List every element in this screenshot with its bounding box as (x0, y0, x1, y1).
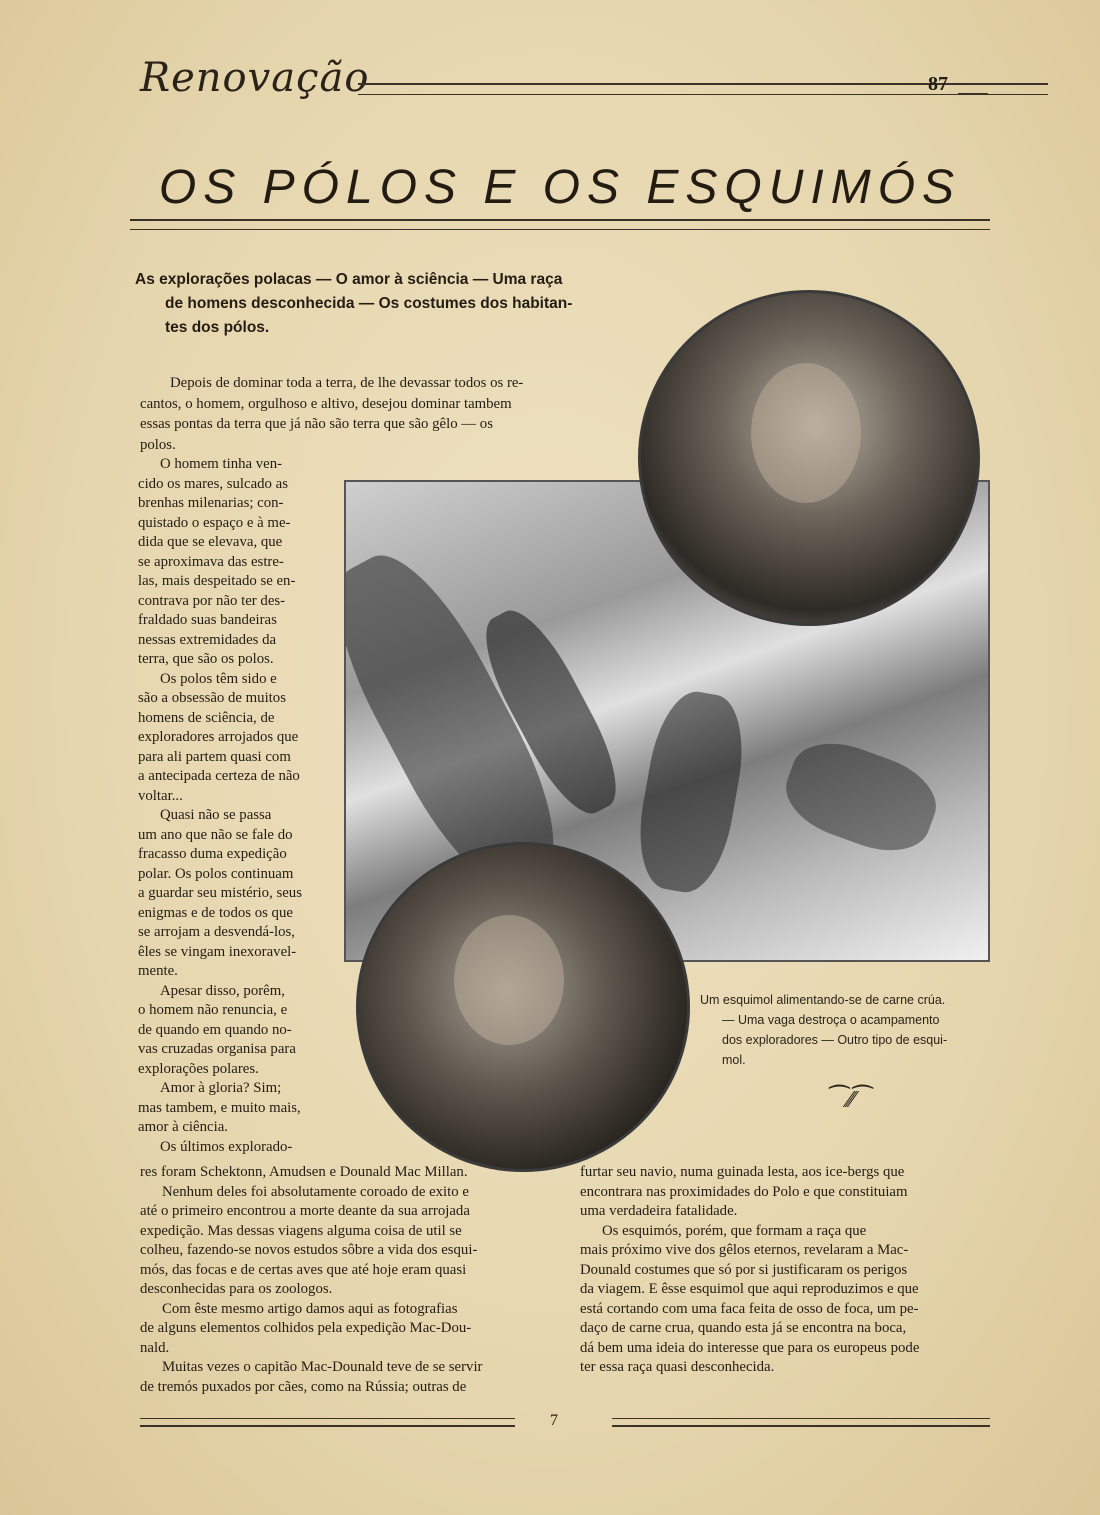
text-line: para ali partem quasi com (138, 748, 291, 765)
text-line: um ano que não se fale do (138, 826, 293, 843)
text-line: o homem não renuncia, e (138, 1002, 288, 1018)
caption-line: Um esquimol alimentando-se de carne crúa. (700, 993, 946, 1007)
text-line: fracasso duma expedição (138, 846, 287, 862)
text-line: O homem tinha ven- (160, 456, 283, 472)
text-line: nessas extremidades da (138, 631, 277, 648)
text-line: Apesar disso, porêm, (160, 982, 285, 999)
lede-line: tes dos pólos. (165, 319, 270, 336)
ornament-icon: ⁀⁄⁄⁄⁀ (829, 1087, 871, 1113)
lede-line: de homens desconhecida — Os costumes dos habitan- (165, 295, 573, 312)
text-line: vas cruzadas organisa para (138, 1041, 296, 1057)
footer-rule-left (140, 1418, 515, 1427)
text-line: res foram Schektonn, Amudsen e Dounald Mac Millan. (140, 1164, 468, 1180)
lede-line: As explorações polacas — O amor à sciência — Uma raça (135, 271, 563, 288)
text-line: expedição. Mas dessas viagens alguma coisa de util se (140, 1222, 462, 1239)
text-line: mente. (138, 963, 178, 979)
text-line: colheu, fazendo-se novos estudos sôbre a vida dos esqui- (140, 1242, 478, 1258)
text-line: homens de sciência, de (138, 709, 275, 726)
text-line: cido os mares, sulcado as (138, 475, 288, 492)
text-line: daço de carne crua, quando esta já se encontra na boca, (580, 1320, 907, 1336)
text-line: cantos, o homem, orgulhoso e altivo, desejou dominar tambem (140, 395, 512, 412)
text-line: se aproximava das estre- (138, 553, 284, 570)
text-line: explorações polares. (138, 1060, 259, 1077)
text-line: mós, das focas e de certas aves que até hoje eram quasi (140, 1261, 467, 1278)
text-line: exploradores arrojados que (138, 729, 299, 745)
page-number: 87 (928, 73, 948, 95)
article-title: OS PÓLOS E OS ESQUIMÓS (158, 161, 962, 214)
text-line: está cortando com uma faca feita de osso de foca, um pe- (580, 1300, 919, 1317)
text-line: Os polos têm sido e (160, 670, 277, 687)
photo-eskimo-eating (638, 290, 980, 626)
text-line: essas pontas da terra que já não são terra que são gêlo — os (140, 416, 493, 432)
intro-paragraph (140, 373, 608, 455)
text-line: ter essa raça quasi desconhecida. (580, 1359, 775, 1375)
bottom-left-column (140, 1163, 550, 1397)
text-line: polar. Os polos continuam (138, 865, 294, 882)
text-line: mas tambem, e muito mais, (138, 1099, 301, 1116)
text-line: Os últimos explorado- (160, 1138, 293, 1155)
text-line: até o primeiro encontrou a morte deante da sua arrojada (140, 1203, 470, 1219)
footer-rule-right (612, 1418, 990, 1427)
text-line: brenhas milenarias; con- (138, 495, 284, 511)
text-line: contrava por não ter des- (138, 592, 286, 609)
text-line: terra, que são os polos. (138, 651, 274, 667)
narrow-column (138, 455, 338, 1157)
caption-line: mol. (722, 1053, 746, 1067)
text-line: de alguns elementos colhidos pela expedição Mac-Dou- (140, 1320, 472, 1336)
text-line: voltar... (138, 787, 183, 804)
text-line: se arrojam a desvendá-los, (138, 924, 295, 940)
text-line: êles se vingam inexoravel- (138, 943, 297, 960)
text-line: dá bem uma ideia do interesse que para os europeus pode (580, 1339, 920, 1356)
text-line: nald. (140, 1339, 170, 1356)
text-line: Com êste mesmo artigo damos aqui as fotografias (162, 1300, 458, 1317)
text-line: amor à ciência. (138, 1119, 228, 1135)
text-line: polos. (140, 436, 176, 453)
text-line: Depois de dominar toda a terra, de lhe devassar todos os re- (170, 375, 524, 391)
text-line: de tremós puxados por cães, como na Rússia; outras de (140, 1378, 467, 1395)
header-rule-end (958, 83, 988, 94)
text-line: Dounald costumes que só por si justificaram os perigos (580, 1261, 908, 1278)
footer-page-number: 7 (550, 1412, 558, 1429)
bottom-right-column (580, 1163, 990, 1378)
text-line: Muitas vezes o capitão Mac-Dounald teve de se servir (162, 1359, 483, 1375)
title-rule (130, 219, 990, 230)
text-line: dida que se elevava, que (138, 534, 283, 550)
text-line: Quasi não se passa (160, 807, 272, 823)
text-line: da viagem. E êsse esquimol que aqui reproduzimos e que (580, 1281, 919, 1297)
text-line: mais próximo vive dos gêlos eternos, revelaram a Mac- (580, 1242, 909, 1258)
text-line: a guardar seu mistério, seus (138, 885, 302, 901)
photo-caption (700, 990, 990, 1070)
text-line: furtar seu navio, numa guinada lesta, aos ice-bergs que (580, 1164, 905, 1180)
text-line: Nenhum deles foi absolutamente coroado de exito e (162, 1183, 469, 1200)
text-line: quistado o espaço e à me- (138, 514, 291, 531)
caption-line: — Uma vaga destroça o acampamento (722, 1013, 940, 1027)
caption-line: dos exploradores — Outro tipo de esqui- (722, 1033, 948, 1047)
text-line: Os esquimós, porém, que formam a raça que (602, 1222, 867, 1239)
magazine-logo: Renovação (140, 55, 370, 101)
text-line: las, mais despeitado se en- (138, 573, 296, 589)
text-line: enigmas e de todos os que (138, 904, 293, 921)
text-line: uma verdadeira fatalidade. (580, 1203, 738, 1219)
text-line: encontrara nas proximidades do Polo e que constituiam (580, 1183, 908, 1200)
text-line: são a obsessão de muitos (138, 690, 286, 706)
masthead (140, 55, 1000, 115)
text-line: desconhecidas para os zoologos. (140, 1281, 333, 1297)
text-line: Amor à gloria? Sim; (160, 1080, 282, 1096)
text-line: fraldado suas bandeiras (138, 612, 277, 628)
text-line: de quando em quando no- (138, 1021, 292, 1038)
text-line: a antecipada certeza de não (138, 768, 300, 784)
photo-eskimo-knife (356, 842, 690, 1172)
article-lede (135, 268, 615, 340)
